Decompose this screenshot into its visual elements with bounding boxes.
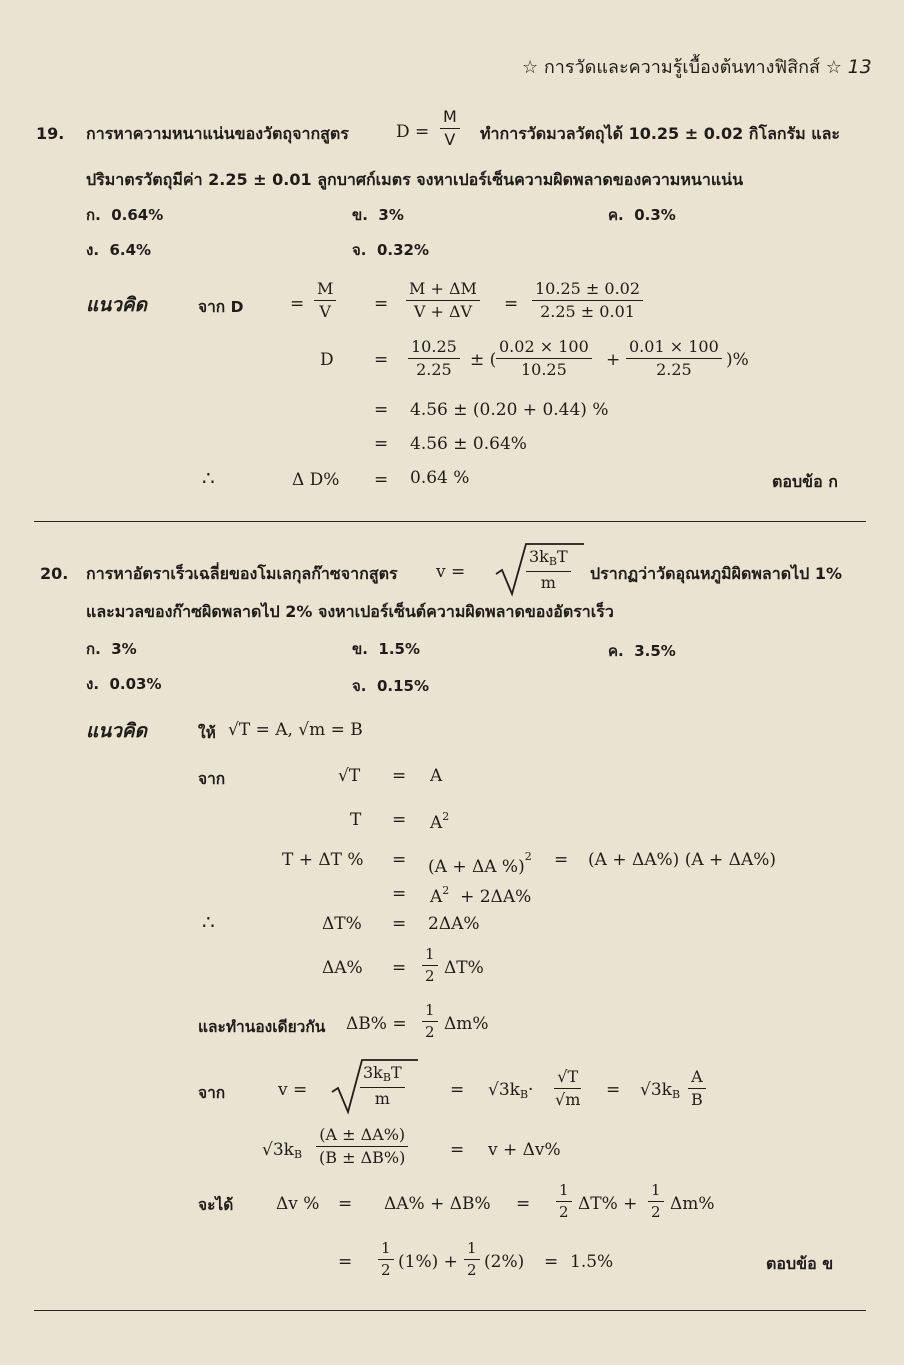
q20-frac-a-over-b-error: $\frac{(A \pm \Delta A\%)}{(B \pm \Delta B\%)}$ <box>316 1126 408 1168</box>
equals-sign: = <box>374 294 389 314</box>
q20-sqrt-3kb: $√3k_B\cdot$ <box>488 1080 534 1101</box>
q20-r9-tail1: ΔT% + <box>578 1194 638 1214</box>
q19-formula-lhs: D = <box>396 122 430 142</box>
q20-get-word: จะได้ <box>198 1196 234 1214</box>
q20-r1-rhs: A <box>430 766 443 786</box>
option-label: ก. <box>86 206 101 224</box>
q20-half-fraction: $\frac{1}{2}$ <box>648 1182 664 1222</box>
q19-close-percent: )% <box>726 350 749 370</box>
q20-r6-lhs: ΔA% <box>322 958 363 978</box>
plus-sign: + <box>606 350 621 370</box>
q19-number: 19. <box>36 124 65 143</box>
q20-r4-rhs: $A^2 + 2\Delta A\%$ <box>430 884 532 907</box>
q20-similar-tail: Δm% <box>444 1014 489 1034</box>
fraction-denominator: V <box>444 130 456 150</box>
q20-r10-b: (2%) <box>484 1252 525 1272</box>
q20-r3-lhs: T + ΔT % <box>282 850 364 870</box>
equals-sign: = <box>338 1252 353 1272</box>
q20-sqrt-3kb-3: $√3k_B$ <box>262 1140 303 1161</box>
q20-r8-rhs: v + Δv% <box>488 1140 561 1160</box>
q20-r10-result: 1.5% <box>570 1252 614 1272</box>
q20-v-lhs: v = <box>278 1080 308 1100</box>
q20-option-e[interactable] <box>352 674 429 698</box>
section-divider <box>34 1310 866 1311</box>
equals-sign: = <box>504 294 519 314</box>
option-value: 0.03% <box>109 675 162 693</box>
header-title: ☆ การวัดและความรู้เบื้องต้นทางฟิสิกส์ ☆ <box>522 57 842 78</box>
option-value: 0.32% <box>376 241 429 259</box>
q19-step3: 4.56 ± (0.20 + 0.44) % <box>410 400 609 420</box>
fraction-numerator: M <box>440 108 460 129</box>
option-value: 6.4% <box>109 241 152 259</box>
q19-frac-m-over-v: $\frac{M}{V}$ <box>314 280 336 322</box>
equals-sign: = <box>374 400 389 420</box>
running-header <box>522 52 872 81</box>
equals-sign: = <box>606 1080 621 1100</box>
q20-sqrt-3kb-2: $√3k_B$ <box>640 1080 681 1101</box>
q20-option-a[interactable] <box>86 637 137 661</box>
q20-frac-a-over-b: $\frac{A}{B}$ <box>688 1068 706 1110</box>
option-value: 0.3% <box>634 206 676 224</box>
q20-let-expr: √T = A, √m = B <box>228 720 363 740</box>
q20-r9-tail2: Δm% <box>670 1194 715 1214</box>
q19-guide-label: แนวคิด <box>86 294 147 316</box>
q19-option-c[interactable] <box>608 203 676 227</box>
q19-frac-10-25-over-2-25: $\frac{10.25}{2.25}$ <box>408 338 460 380</box>
q20-r10-a: (1%) + <box>398 1252 458 1272</box>
q19-step4: 4.56 ± 0.64% <box>410 434 527 454</box>
option-value: 0.15% <box>376 677 429 695</box>
equals-sign: = <box>544 1252 559 1272</box>
equals-sign: = <box>374 434 389 454</box>
therefore-symbol: ∴ <box>202 910 215 934</box>
q20-r9-lhs: Δv % <box>276 1194 320 1214</box>
equals-sign: = <box>392 850 407 870</box>
option-label: จ. <box>352 677 367 695</box>
q19-frac-values: $\frac{10.25 \pm 0.02}{2.25 \pm 0.01}$ <box>532 280 643 322</box>
equals-sign: = <box>374 470 389 490</box>
q20-r6-tail: ΔT% <box>444 958 484 978</box>
q20-frac-sqrtT-over-sqrtm: $\frac{√T}{√m}$ <box>555 1067 581 1110</box>
q20-guide-label: แนวคิด <box>86 720 147 742</box>
q19-option-b[interactable] <box>352 203 404 227</box>
q19-frac-delta: $\frac{M + \Delta M}{V + \Delta V}$ <box>406 280 480 322</box>
q20-half-fraction: $\frac{1}{2}$ <box>422 946 438 986</box>
q20-r5-lhs: ΔT% <box>322 914 362 934</box>
option-label: จ. <box>352 241 367 259</box>
option-value: 3.5% <box>634 642 676 660</box>
q20-text-a: การหาอัตราเร็วเฉลี่ยของโมเลกุลก๊าซจากสูตร <box>86 564 398 583</box>
q19-option-e[interactable] <box>352 238 429 262</box>
q19-step1-prefix: จาก D <box>198 298 244 316</box>
q20-option-b[interactable] <box>352 637 420 661</box>
q19-answer: ตอบข้อ ก <box>772 472 838 491</box>
q20-similar-lhs: ΔB% = <box>346 1014 407 1034</box>
q20-formula-lhs: v = <box>436 562 466 582</box>
q19-step2-lhs: D <box>320 350 334 370</box>
option-label: ก. <box>86 640 101 658</box>
equals-sign: = <box>392 914 407 934</box>
q20-half-fraction: $\frac{1}{2}$ <box>464 1240 480 1280</box>
option-label: ค. <box>608 206 624 224</box>
q20-r2-rhs: $A^2$ <box>430 810 450 833</box>
q20-r1-lhs: √T <box>338 766 361 786</box>
q20-half-fraction: $\frac{1}{2}$ <box>378 1240 394 1280</box>
option-value: 3% <box>111 640 137 658</box>
q19-formula-fraction <box>440 108 460 150</box>
option-label: ง. <box>86 241 100 259</box>
option-value: 3% <box>378 206 404 224</box>
q19-pm-open: ± ( <box>470 350 497 370</box>
option-label: ง. <box>86 675 100 693</box>
equals-sign: = <box>392 884 407 904</box>
q20-option-d[interactable] <box>86 672 162 696</box>
option-label: ค. <box>608 642 624 660</box>
q20-r5-rhs: 2ΔA% <box>428 914 480 934</box>
equals-sign: = <box>554 850 569 870</box>
equals-sign: = <box>392 958 407 978</box>
q20-from-word: จาก <box>198 770 226 788</box>
q20-option-c[interactable] <box>608 639 676 663</box>
q20-number: 20. <box>40 564 69 583</box>
q19-frac-volume-error: $\frac{0.01 \times 100}{2.25}$ <box>626 338 722 380</box>
equals-sign: = <box>450 1140 465 1160</box>
q19-step5-rhs: 0.64 % <box>410 468 470 488</box>
equals-sign: = <box>392 810 407 830</box>
q19-option-d[interactable] <box>86 238 151 262</box>
q19-text-b: ทำการวัดมวลวัตถุได้ 10.25 ± 0.02 กิโลกรัม และ <box>480 124 840 143</box>
option-label: ข. <box>352 640 368 658</box>
q20-similar-text: และทำนองเดียวกัน <box>198 1018 326 1036</box>
equals-sign: = <box>450 1080 465 1100</box>
equals-sign: = <box>290 294 305 314</box>
q19-option-a[interactable] <box>86 203 163 227</box>
q19-frac-mass-error: $\frac{0.02 \times 100}{10.25}$ <box>496 338 592 380</box>
q19-text-a: การหาความหนาแน่นของวัตถุจากสูตร <box>86 124 349 143</box>
q20-answer: ตอบข้อ ข <box>766 1254 834 1273</box>
option-value: 0.64% <box>111 206 164 224</box>
q20-text-b: ปรากฏว่าวัดอุณหภูมิผิดพลาดไป 1% <box>590 564 843 583</box>
q19-line2: ปริมาตรวัตถุมีค่า 2.25 ± 0.01 ลูกบาศก์เมตร จงหาเปอร์เซ็นความผิดพลาดของความหนาแน่น <box>86 170 744 189</box>
q20-let-word: ให้ <box>198 724 216 742</box>
q20-half-fraction: $\frac{1}{2}$ <box>422 1002 438 1042</box>
option-value: 1.5% <box>378 640 421 658</box>
q20-r3-mid: (A + ΔA %)$^2$ <box>428 850 532 877</box>
therefore-symbol: ∴ <box>202 466 215 490</box>
page-number: 13 <box>847 56 872 78</box>
q20-half-fraction: $\frac{1}{2}$ <box>556 1182 572 1222</box>
equals-sign: = <box>338 1194 353 1214</box>
equals-sign: = <box>516 1194 531 1214</box>
q20-radical-fraction: $3k_BT$ m <box>526 548 571 592</box>
q20-r3-rhs: (A + ΔA%) (A + ΔA%) <box>588 850 777 870</box>
q20-line2: และมวลของก๊าซผิดพลาดไป 2% จงหาเปอร์เซ็นต์ความผิดพลาดของอัตราเร็ว <box>86 602 614 621</box>
equals-sign: = <box>374 350 389 370</box>
q20-from2-word: จาก <box>198 1084 226 1102</box>
q20-r2-lhs: T <box>350 810 362 830</box>
q20-radical-fraction-2: $3k_BT$ m <box>360 1064 405 1108</box>
q19-step5-lhs: Δ D% <box>292 470 340 490</box>
section-divider <box>34 521 866 522</box>
option-label: ข. <box>352 206 368 224</box>
q20-r9-mid: ΔA% + ΔB% <box>384 1194 491 1214</box>
equals-sign: = <box>392 766 407 786</box>
